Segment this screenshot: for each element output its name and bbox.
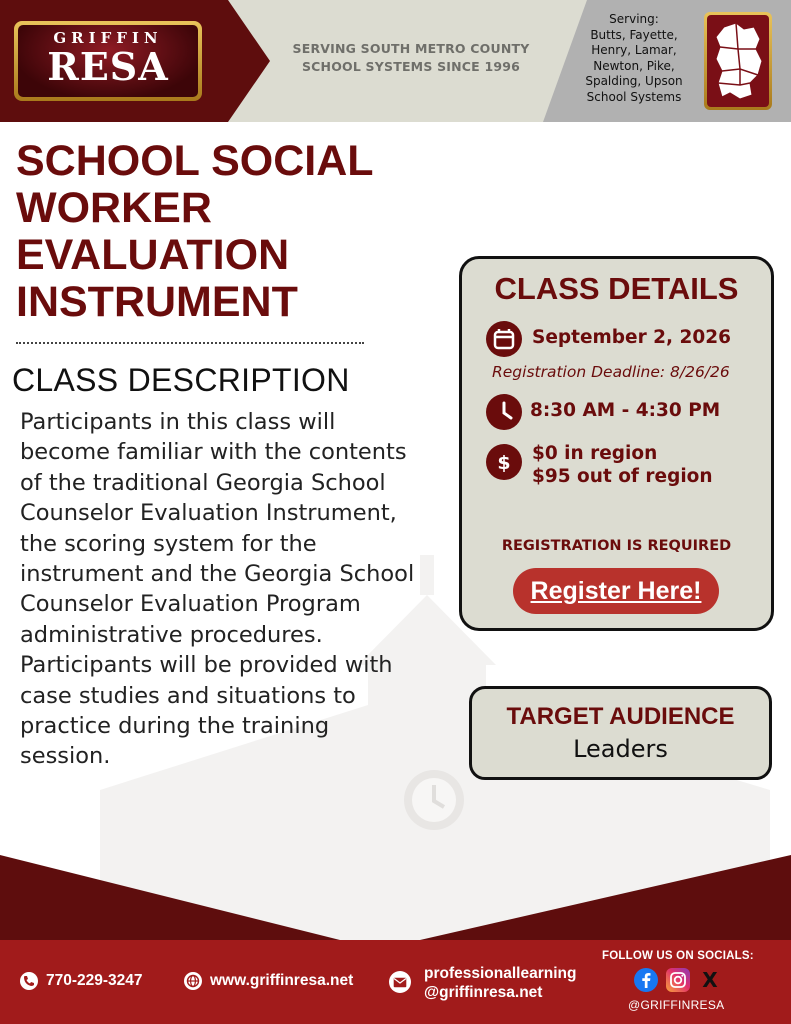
class-description-body: Participants in this class will become familiar with the contents of the traditional Georgia School Counselor Evaluation Instrument, the scoring system for the instrument and the Georgia School Counselor Evaluation Program administrative procedures. Participants will be provided with case studies and situations to practice during the training session. [20,409,415,770]
website-link[interactable] [184,972,353,990]
logo-top-text: GRIFFIN [53,29,163,47]
fee-out-of-region: $95 out of region [532,466,713,487]
target-audience-heading: TARGET AUDIENCE [506,703,735,730]
x-icon[interactable]: X [702,968,718,992]
class-details-card [459,256,774,631]
serving-counties [572,12,696,105]
class-description-heading: CLASS DESCRIPTION [12,362,350,398]
tagline-line: SCHOOL SYSTEMS SINCE 1996 [301,59,521,74]
target-audience-box [469,686,772,780]
serving-line: School Systems [586,89,682,104]
logo-main-text: RESA [47,44,169,89]
serving-line: Spalding, Upson [585,74,683,88]
class-date: September 2, 2026 [532,327,731,348]
dotted-divider [16,342,364,344]
class-fee [532,442,713,488]
county-map-icon [704,12,772,110]
tagline [280,40,542,76]
register-button[interactable]: Register Here! [513,568,719,614]
email-line: professionallearning [424,965,577,982]
serving-line: Serving: [609,12,659,26]
class-details-heading: CLASS DETAILS [494,271,739,306]
phone-number: 770-229-3247 [46,972,143,989]
registration-required-note: REGISTRATION IS REQUIRED [501,538,732,554]
follow-socials-label: FOLLOW US ON SOCIALS: [602,950,754,962]
clock-icon [486,394,522,430]
tagline-line: SERVING SOUTH METRO COUNTY [292,41,530,56]
calendar-icon [486,321,522,357]
email-line: @griffinresa.net [424,984,543,1001]
target-audience-value: Leaders [573,735,668,763]
facebook-icon[interactable] [634,968,658,992]
title-line: INSTRUMENT [16,278,298,326]
serving-line: Newton, Pike, [593,58,675,73]
registration-deadline: Registration Deadline: 8/26/26 [492,363,730,381]
page-title [16,138,436,326]
class-time: 8:30 AM - 4:30 PM [530,400,721,421]
globe-icon [184,972,202,990]
phone-contact[interactable] [20,972,143,990]
fee-in-region: $0 in region [532,443,658,464]
title-line: SCHOOL SOCIAL [16,137,374,185]
email-contact[interactable] [424,964,576,1002]
svg-text:$: $ [497,452,511,474]
website-url: www.griffinresa.net [210,972,354,989]
griffin-resa-logo [14,21,202,101]
serving-line: Butts, Fayette, [590,27,678,42]
title-line: EVALUATION [16,231,290,279]
dollar-icon [486,444,522,480]
instagram-icon[interactable] [666,968,690,992]
mail-icon [389,971,411,993]
social-handle: @GRIFFINRESA [628,998,725,1012]
phone-icon [20,972,38,990]
serving-line: Henry, Lamar, [591,43,677,57]
title-line: WORKER [16,184,212,232]
